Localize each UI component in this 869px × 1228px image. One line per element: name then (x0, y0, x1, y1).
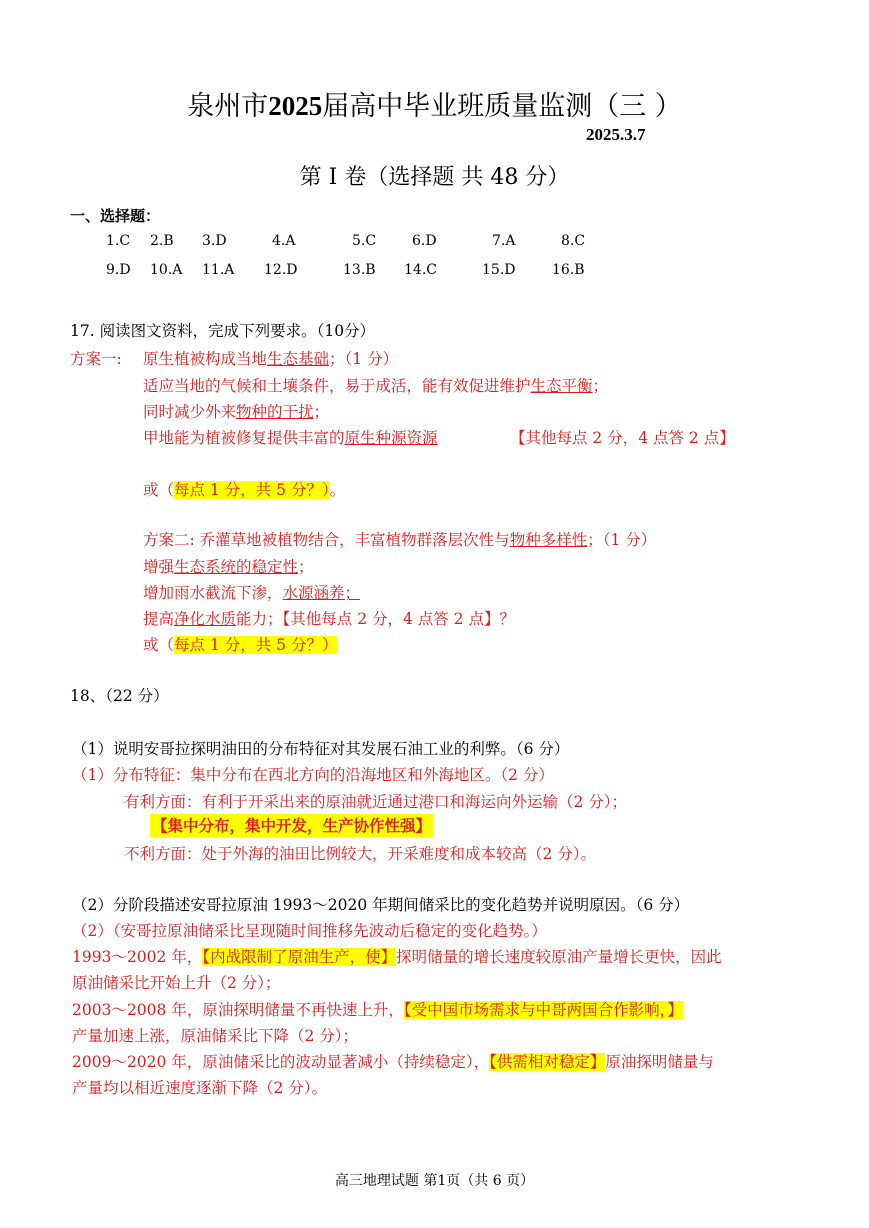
q18-sub2-answer-line1: （2）（安哥拉原油储采比呈现随时间推移先波动后稳定的变化趋势。） (72, 922, 547, 940)
q18-sub2-answer-line7: 产量均以相近速度逐渐下降（2 分）。 (72, 1079, 328, 1097)
q18-sub2-question: （2）分阶段描述安哥拉原油 1993～2020 年期间储采比的变化趋势并说明原因。（6 分） (72, 896, 690, 914)
answer-1: 1.C (106, 233, 131, 249)
q18-sub2-answer-line2: 1993～2002 年，【内战限制了原油生产，使】探明储量的增长速度较原油产量增长更快，因此 (72, 948, 722, 966)
answer-6: 6.D (412, 233, 437, 249)
page-title: 泉州市2025届高中毕业班质量监测（三 ） (187, 91, 682, 122)
answer-10: 10.A (150, 262, 183, 278)
answer-2: 2.B (150, 233, 174, 249)
q17-question: 17. 阅读图文资料，完成下列要求。（10分） (70, 322, 376, 340)
q17-plan2-line1: 方案二: 乔灌草地被植物结合，丰富植物群落层次性与物种多样性；（1 分） (143, 531, 657, 549)
answer-15: 15.D (482, 262, 516, 278)
q17-plan1-line3: 同时减少外来物种的干扰； (143, 403, 330, 421)
answer-14: 14.C (404, 262, 437, 278)
q18-sub1-answer-line2: 有利方面：有利于开采出来的原油就近通过港口和海运向外运输（2 分）； (124, 793, 628, 811)
answer-3: 3.D (202, 233, 227, 249)
q17-plan1-line4: 甲地能为植被修复提供丰富的原生种源资源 (143, 429, 438, 447)
section1-heading: 一、选择题： (70, 207, 161, 225)
q18-sub2-answer-line3: 原油储采比开始上升（2 分）； (72, 974, 281, 992)
q18-heading: 18、（22 分） (70, 687, 169, 705)
page-footer: 高三地理试题 第1页（共 6 页） (334, 1173, 535, 1189)
answer-13: 13.B (343, 262, 376, 278)
q18-sub1-answer-line1: （1）分布特征：集中分布在西北方向的沿海地区和外海地区。（2 分） (72, 766, 554, 784)
q18-sub2-answer-line6: 2009～2020 年，原油储采比的波动显著减小（持续稳定），【供需相对稳定】原油探明储量与 (72, 1053, 714, 1071)
section-subtitle: 第 I 卷（选择题 共 48 分） (299, 165, 570, 190)
answer-5: 5.C (352, 233, 377, 249)
exam-date: 2025.3.7 (586, 125, 646, 144)
q17-plan2-line4: 提高净化水质能力；【其他每点 2 分，4 点答 2 点】？ (143, 610, 516, 628)
answer-12: 12.D (264, 262, 298, 278)
q18-sub2-answer-line5: 产量加速上涨，原油储采比下降（2 分）； (72, 1027, 359, 1045)
q18-sub1-answer-line3: 不利方面：处于外海的油田比例较大，开采难度和成本较高（2 分）。 (124, 845, 597, 863)
q17-plan2-line3: 增加雨水截流下渗，水源涵养； (143, 584, 361, 602)
q17-plan1-line1: 原生植被构成当地生态基础；（1 分） (143, 350, 399, 368)
q17-plan2-line2: 增强生态系统的稳定性； (143, 558, 314, 576)
answer-9: 9.D (106, 262, 131, 278)
q17-plan1-alt: 或（每点 1 分，共 5 分？）。 (143, 481, 346, 499)
answer-8: 8.C (561, 233, 586, 249)
q18-sub2-answer-line4: 2003～2008 年，原油探明储量不再快速上升，【受中国市场需求与中哥两国合作影响，】 (72, 1001, 683, 1019)
answer-4: 4.A (272, 233, 296, 249)
q17-plan1-line2: 适应当地的气候和土壤条件，易于成活，能有效促进维护生态平衡； (143, 377, 609, 395)
q17-plan1-note: 【其他每点 2 分，4 点答 2 点】 (510, 429, 735, 447)
answer-11: 11.A (202, 262, 235, 278)
answer-7: 7.A (492, 233, 516, 249)
q17-plan1-label: 方案一: (70, 350, 122, 368)
q18-sub1-highlight: 【集中分布，集中开发，生产协作性强】 (152, 816, 432, 835)
q17-plan2-alt: 或（每点 1 分，共 5 分？） (143, 636, 338, 654)
answer-16: 16.B (552, 262, 585, 278)
q18-sub1-question: （1）说明安哥拉探明油田的分布特征对其发展石油工业的利弊。（6 分） (72, 740, 570, 758)
